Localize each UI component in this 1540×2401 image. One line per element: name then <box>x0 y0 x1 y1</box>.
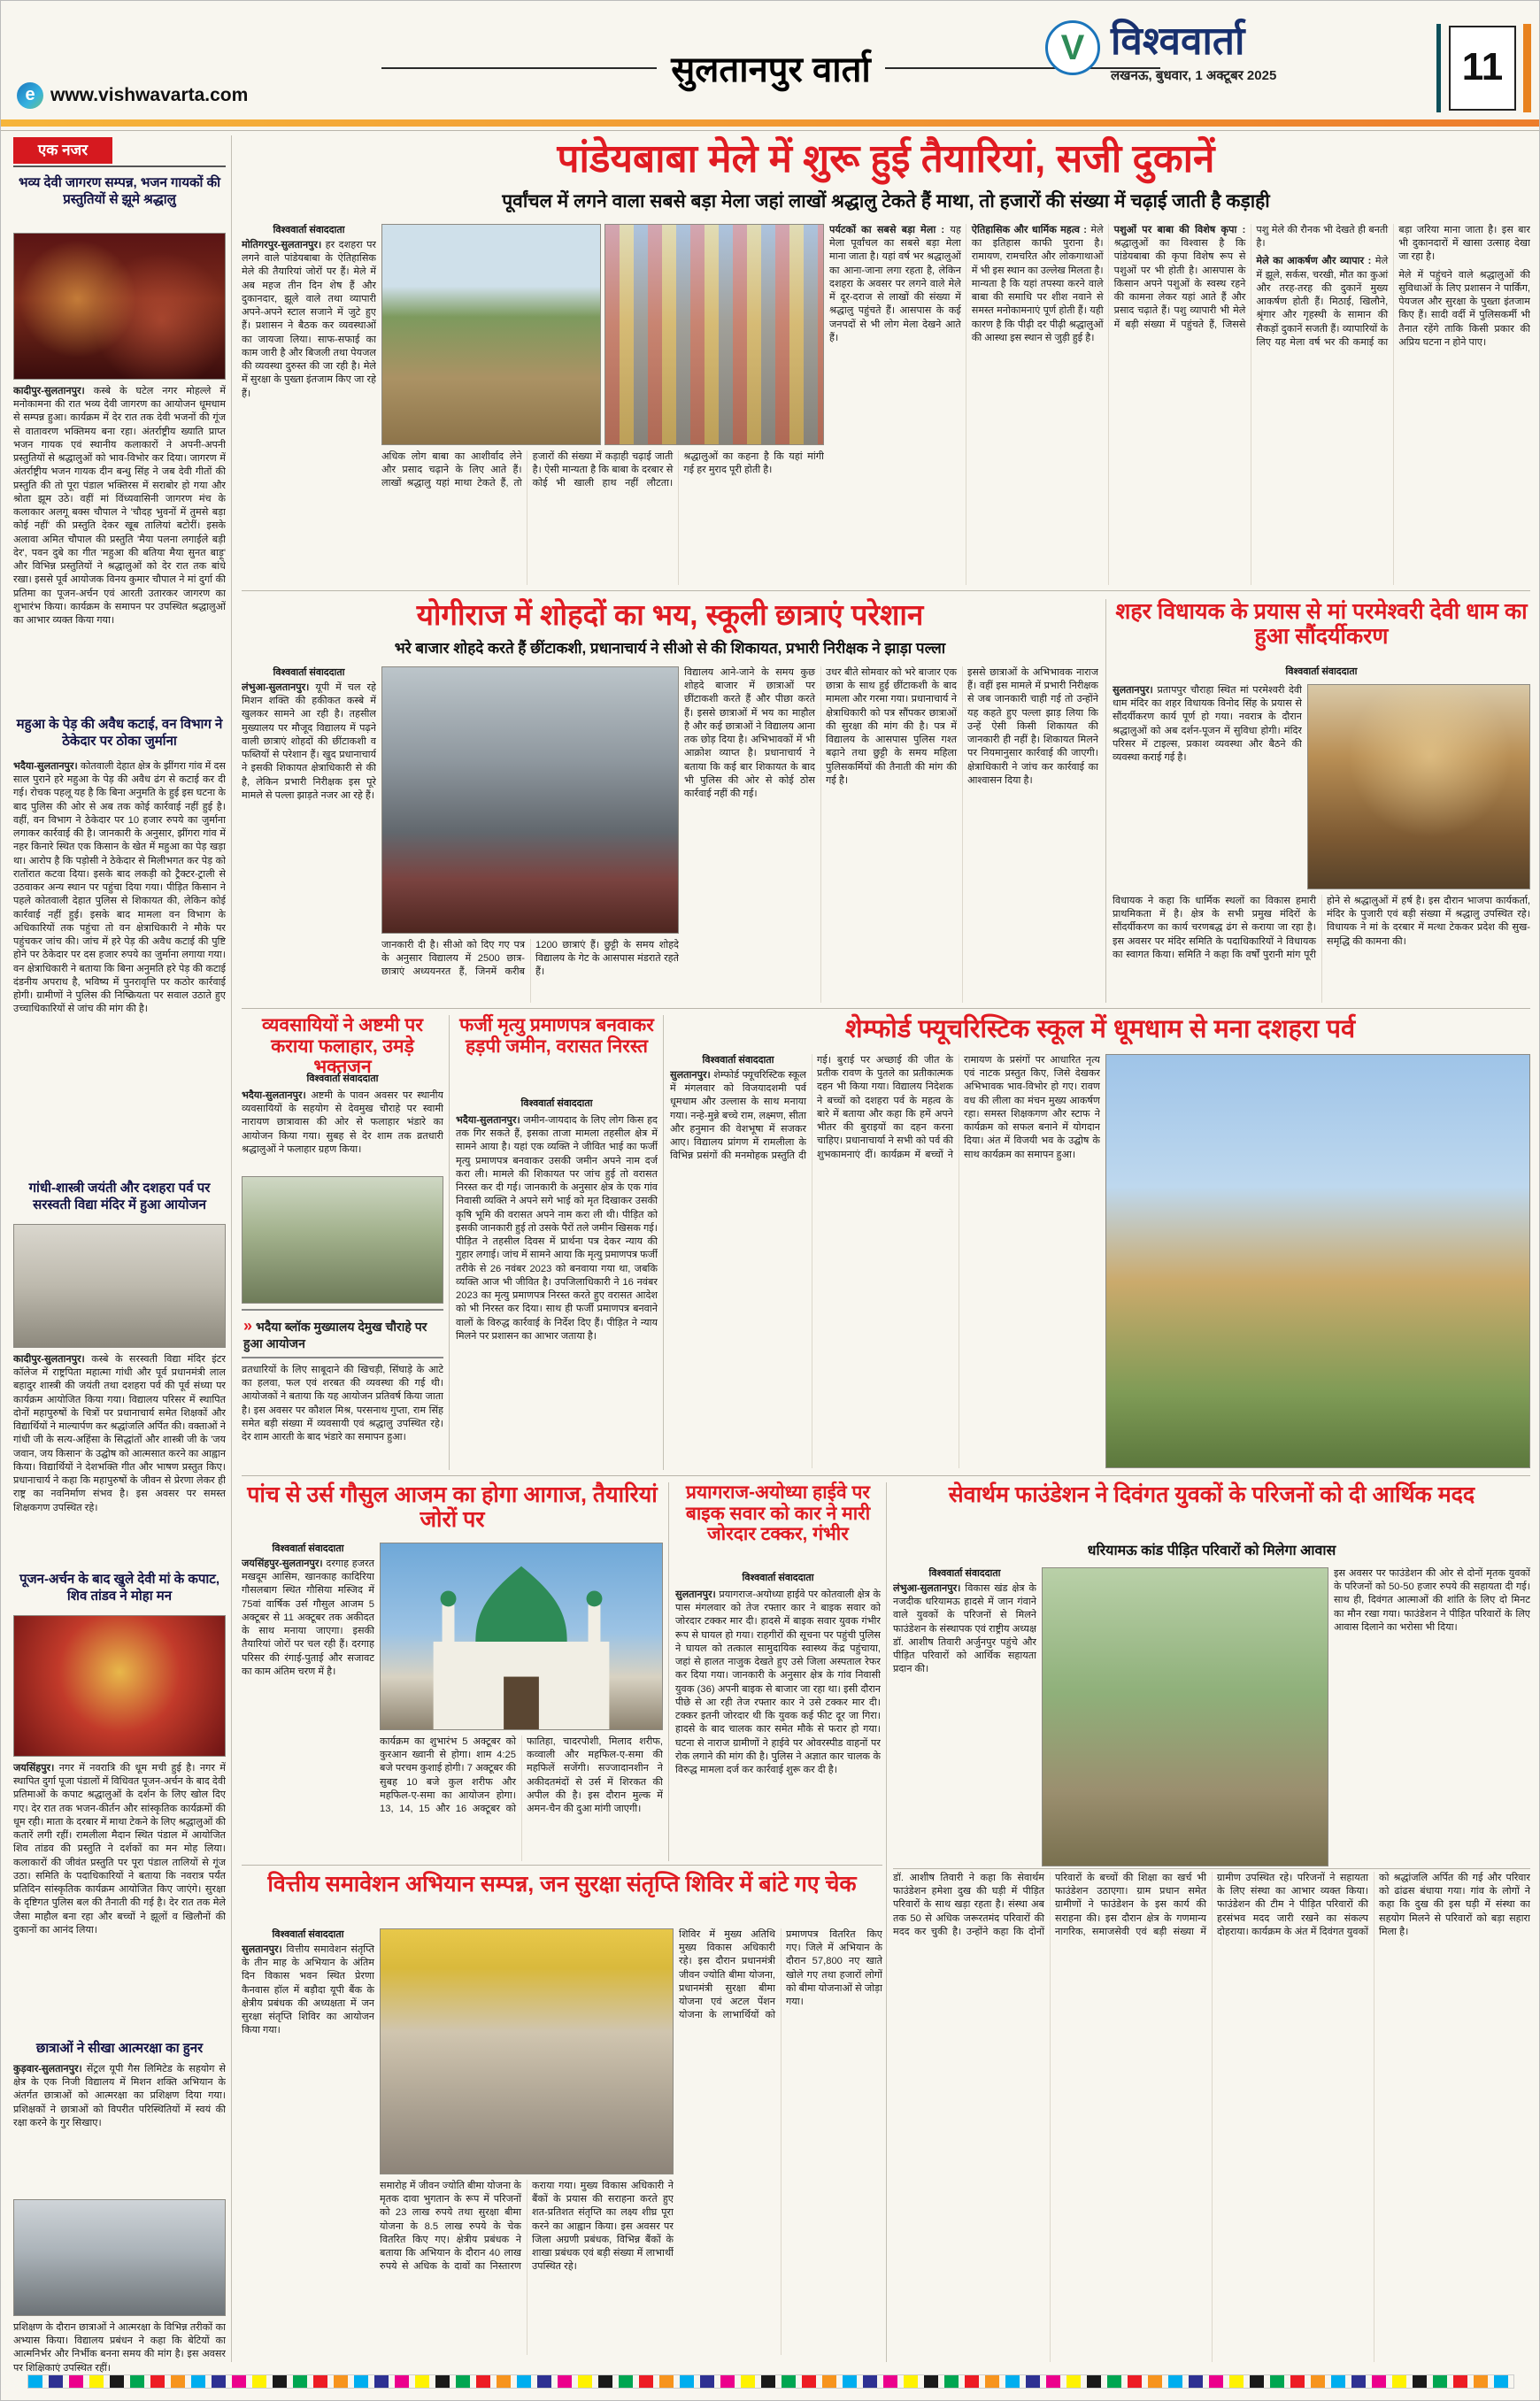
dateline: भदैया-सुलतानपुर। <box>456 1115 520 1126</box>
body-text: प्रतापपुर चौराहा स्थित मां परमेश्वरी देवी धाम मंदिर का शहर विधायक विनोद सिंह के प्रयास से सौंदर्यीकरण कार्य पूर्ण हो गया। नवरात्र के दौरान श्रद्धालुओं को अब दर्शन-पूजन में सुविधा होगी। मंदिर परिसर में टाइल्स, प्रकाश व्यवस्था और बैठने की व्यवस्था कराई गई है। <box>1113 685 1302 764</box>
byline: विश्ववार्ता संवाददाता <box>273 225 345 235</box>
sevartham-subhead: धरियामऊ कांड पीड़ित परिवारों को मिलेगा आवास <box>1087 1543 1336 1558</box>
sevartham-headline: सेवार्थम फाउंडेशन ने दिवंगत युवकों के परिजनों को दी आर्थिक मदद <box>948 1482 1475 1507</box>
title-rule-left <box>381 67 657 69</box>
body-text: हर दशहरा पर लगने वाले पांडेयबाबा के ऐतिहासिक मेले की तैयारियां जोरों पर हैं। मेले में अब महज तीन दिन शेष हैं और दुकानदार, झूले वाले तथा व्यापारी अपने-अपने स्टाल सजाने में जुटे हुए हैं। प्रशासन ने बैठक कर व्यवस्थाओं का जायजा लिया। साफ-सफाई का काम जारी है और बिजली तथा पेयजल की व्यवस्था दुरुस्त की जा रही है। मेले में सुरक्षा के पुख्ता इंतजाम किए जा रहे हैं। <box>242 239 376 399</box>
lead-subhead: पूर्वांचल में लगने वाला सबसे बड़ा मेला जहां लाखों श्रद्धालु टेकते हैं माथा, तो हजारों की संख्या में चढ़ाई जाती है कड़ाही <box>502 191 1270 212</box>
site-logo-group <box>17 82 248 109</box>
photo-mela-shops <box>604 224 824 445</box>
byline: विश्ववार्ता संवाददाता <box>928 1568 1001 1579</box>
body-text: विकास खंड क्षेत्र के नजदीक धरियामऊ हादसे में जान गंवाने वाले युवकों के परिजनों से मिलने फाउंडेशन के संस्थापक एवं राष्ट्रीय अध्यक्ष डॉ. आशीष तिवारी अर्जुनपुर पहुंचे और पीड़ित परिवारों को आर्थिक सहायता प्रदान की। <box>893 1582 1036 1675</box>
photo-self-defense-training <box>13 2199 226 2316</box>
vittiya-col2 <box>679 1928 882 2355</box>
vidhayak-lower <box>1113 895 1530 1003</box>
vittiya-under-photo <box>380 2180 674 2355</box>
body-text: विद्यालय आने-जाने के समय कुछ शोहदे बाजार में छात्राओं पर छींटाकशी करते हैं और पीछा करते हैं। इससे छात्राओं में भय का माहौल है और कई छात्राओं ने विद्यालय आना तक छोड़ दिया है। अभिभावकों में भी आक्रोश व्याप्त है। प्रधानाचार्य ने बताया कि कई बार शिकायत के बाद भी पुलिस की ओर से कोई ठोस कार्रवाई नहीं की गई। <box>684 667 815 800</box>
ek-nazar-label: एक नजर <box>13 137 112 164</box>
body-text: नगर में नवरात्रि की धूम मची हुई है। नगर में स्थापित दुर्गा पूजा पंडालों में विधिवत पूजन-अर्चन के बाद देवी प्रतिमाओं के कपाट श्रद्धालुओं के दर्शन के लिए खोल दिए गए। देर रात तक भजन-कीर्तन और सांस्कृतिक कार्यक्रमों की धूम रही। माता के दरबार में माथा टेकने के लिए श्रद्धालुओं की कतारें लगी रहीं। रामलीला मैदान स्थित पंडाल में आयोजित शिव तांडव की प्रस्तुति ने दर्शकों का मन मोह लिया। कलाकारों की जीवंत प्रस्तुति पर पूरा पंडाल तालियों से गूंज उठा। समिति के पदाधिकारियों ने बताया कि नवरात्र पर्यंत प्रतिदिन सांस्कृतिक कार्यक्रम आयोजित किए जाएंगे। सुरक्षा के दृष्टिगत पुलिस बल की तैनाती की गई है। देर रात तक मेले जैसा माहौल बना रहा और बच्चों ने झूलों व खिलौनों की दुकानों का आनंद लिया। <box>13 1763 226 1935</box>
sidebar-divider <box>231 135 232 2362</box>
yogiraj-subhead: भरे बाजार शोहदे करते हैं छींटाकशी, प्रधानाचार्य ने सीओ से की शिकायत, प्रभारी निरीक्षक ने झाड़ा पल्ला <box>394 640 946 657</box>
sevartham-lower <box>893 1872 1530 2362</box>
vyavasayi-body1 <box>242 1089 443 1173</box>
photo-falahar-event <box>242 1176 443 1304</box>
sidebar-article2-headline: महुआ के पेड़ की अवैध कटाई, वन विभाग ने ठेकेदार पर ठोका जुर्माना <box>16 717 223 750</box>
dateline: भदैया-सुलतानपुर। <box>242 1090 306 1101</box>
dateline: कादीपुर-सुलतानपुर। <box>13 386 85 396</box>
sidebar-article3-headline: गांधी-शास्त्री जयंती और दशहरा पर्व पर सरस्वती विद्या मंदिर में हुआ आयोजन <box>28 1181 211 1213</box>
body-text: प्रयागराज-अयोध्या हाईवे पर कोतवाली क्षेत्र के पास मंगलवार को तेज रफ्तार कार ने बाइक सवार को जोरदार टक्कर मार दी। हादसे में बाइक सवार युवक गंभीर रूप से घायल हो गया। राहगीरों की सूचना पर पहुंची पुलिस ने घायल को तत्काल सामुदायिक स्वास्थ्य केंद्र पहुंचाया, जहां से हालत नाजुक देखते हुए उसे जिला अस्पताल रेफर कर दिया गया। जानकारी के अनुसार क्षेत्र के गांव निवासी युवक (36) अपनी बाइक से बाजार जा रहा था। इसी दौरान पीछे से आ रही तेज रफ्तार कार ने उसे टक्कर मार दी। टक्कर इतनी जोरदार थी कि युवक कई फीट दूर जा गिरा। हादसे के बाद चालक कार समेत मौके से फरार हो गया। घटना से नाराज ग्रामीणों ने हाईवे पर ओवरस्पीड वाहनों पर रोक लगाने की मांग की है। पुलिस ने अज्ञात कार चालक के विरुद्ध मामला दर्ज कर कार्रवाई शुरू कर दी है। <box>675 1589 881 1776</box>
pull-quote-text: भदैया ब्लॉक मुख्यालय देमुख चौराहे पर हुआ आयोजन <box>243 1320 427 1351</box>
masthead-dateline: लखनऊ, बुधवार, 1 अक्टूबर 2025 <box>1111 68 1277 84</box>
print-color-bar <box>27 2374 1514 2389</box>
body-text: यह मेला पूर्वांचल का सबसे बड़ा मेला माना जाता है। यहां वर्ष भर श्रद्धालुओं का आना-जाना लगा रहता है, लेकिन दशहरा के अवसर पर लगने वाले मेले में दूर-दराज से लाखों की संख्या में श्रद्धालु पहुंचते हैं। आसपास के कई जनपदों से भी लोग मेला देखने आते हैं। <box>829 225 961 343</box>
col-divider-4 <box>668 1482 669 1861</box>
byline: विश्ववार्ता संवाददाता <box>272 1543 344 1554</box>
pagenum-left-bar <box>1436 24 1441 112</box>
body-text: शिविर में मुख्य अतिथि मुख्य विकास अधिकारी रहे। इस दौरान प्रधानमंत्री जीवन ज्योति बीमा योजना, प्रधानमंत्री सुरक्षा बीमा योजना एवं अटल पेंशन योजना के लाभार्थियों को प्रमाणपत्र वितरित किए गए। जिले में अभियान के दौरान 57,800 नए खाते खोले गए तथा हजारों लोगों को बीमा योजनाओं से जोड़ा गया। <box>679 1929 882 2021</box>
edition-title: सुलतानपुर वार्ता <box>671 50 871 89</box>
byline: विश्ववार्ता संवाददाता <box>272 1929 344 1940</box>
vishwavarta-v-logo: V <box>1045 20 1100 75</box>
body-text: अष्टमी के पावन अवसर पर स्थानीय व्यवसायियों के सहयोग से देवमुख चौराहे पर स्वामी नारायण छात्रावास की ओर से फलाहार भंडारे का आयोजन किया गया। सुबह से देर शाम तक व्रतधारी श्रद्धालुओं ने फलाहार ग्रहण किया। <box>242 1090 443 1155</box>
section-head: मेले का आकर्षण और व्यापार : <box>1256 256 1372 267</box>
row-divider-1 <box>242 590 1530 591</box>
accident-byline: विश्ववार्ता संवाददाता <box>742 1573 814 1583</box>
body-text: इस अवसर पर फाउंडेशन की ओर से दोनों मृतक युवकों के परिजनों को 50-50 हजार रुपये की सहायता दी गई। साथ ही, दिवंगत आत्माओं की शांति के लिए दो मिनट का मौन रखा गया। फाउंडेशन ने पीड़ित परिवारों के लिए आवास दिलाने का भरोसा भी दिया। <box>1334 1568 1530 1633</box>
dateline: सुलतानपुर। <box>675 1589 716 1600</box>
vyavasayi-headline: व्यवसायियों ने अष्टमी पर कराया फलाहार, उमड़े भक्तजन <box>262 1015 423 1078</box>
body-text: यूपी में चल रहे मिशन शक्ति की हकीकत कस्बे में खुलकर सामने आ रही है। तहसील मुख्यालय पर मौजूद विद्यालय में पढ़ने वाली छात्राएं शोहदों की छींटाकशी व फब्तियों से परेशान हैं। खुद प्रधानाचार्य ने इसकी शिकायत क्षेत्राधिकारी से की है, लेकिन प्रभारी निरीक्षक इस पूरे मामले से पल्ला झाड़ते नजर आ रहे हैं। <box>242 681 376 801</box>
body-text: जमीन-जायदाद के लिए लोग किस हद तक गिर सकते हैं, इसका ताजा मामला तहसील क्षेत्र में सामने आया है। यहां एक व्यक्ति ने जीवित भाई का फर्जी मृत्यु प्रमाणपत्र बनवाकर उसकी जमीन अपने नाम दर्ज करा ली। मामले की शिकायत पर जांच हुई तो वरासत निरस्त कर दी गई। जानकारी के अनुसार क्षेत्र के एक गांव निवासी व्यक्ति ने अपने सगे भाई को मृत दिखाकर उसकी कृषि भूमि की वरासत अपने नाम करा ली थी। पीड़ित को इसकी जानकारी हुई तो उसके पैरों तले जमीन खिसक गई। पीड़ित ने तहसील दिवस में प्रार्थना पत्र देकर न्याय की गुहार लगाई। जांच में सामने आया कि मृत्यु प्रमाणपत्र फर्जी तरीके से 26 नवंबर 2023 को बनवाया गया था, जबकि व्यक्ति आज भी जीवित है। उपजिलाधिकारी ने 16 नवंबर 2023 का मृत्यु प्रमाणपत्र निरस्त करते हुए वरासत आदेश को भी निरस्त कर दिया। साथ ही फर्जी प्रमाणपत्र बनवाने वालों के विरुद्ध कार्रवाई के निर्देश दिए हैं। पीड़ित ने न्याय मिलने पर प्रशासन का आभार जताया है। <box>456 1115 658 1342</box>
urs-col1 <box>242 1543 374 1861</box>
lead-under-photo-text <box>381 450 824 585</box>
sidebar-article2-body <box>13 760 226 1174</box>
dateline: मोतिगरपुर-सुलतानपुर। <box>242 239 322 250</box>
body-text: इससे छात्राओं के अभिभावक नाराज हैं। वहीं इस मामले में प्रभारी निरीक्षक से जब जानकारी चाही गई तो उन्होंने यह कहते हुए पल्ला झाड़ लिया कि उन्हें ऐसी किसी शिकायत की जानकारी ही नहीं है। शिकायत मिलने पर नियमानुसार कार्रवाई की जाएगी। क्षेत्राधिकारी ने जांच कर कार्रवाई का आश्वासन दिया है। <box>967 667 1098 786</box>
photo-devi-jagran <box>13 233 226 380</box>
photo-school-dussehra <box>1105 1054 1530 1468</box>
byline: विश्ववार्ता संवाददाता <box>273 667 345 678</box>
dateline: कुड़वार-सुलतानपुर। <box>13 2064 82 2074</box>
photo-gandhi-shastri-event <box>13 1224 226 1348</box>
masthead-group <box>1045 20 1276 84</box>
vyavasayi-pull-quote <box>242 1309 443 1358</box>
body-text: व्रतधारियों के लिए साबूदाने की खिचड़ी, सिंघाड़े के आटे का हलवा, फल एवं शरबत की व्यवस्था की गई थी। आयोजकों ने बताया कि यह आयोजन प्रतिवर्ष किया जाता है। इस अवसर पर कौशल मिश्र, परसनाथ गुप्ता, राम सिंह समेत बड़ी संख्या में व्यवसायी एवं श्रद्धालु उपस्थित रहे। देर शाम आरती के बाद भंडारे का समापन हुआ। <box>242 1365 443 1443</box>
yogiraj-col1 <box>242 666 376 1003</box>
farji-byline: विश्ववार्ता संवाददाता <box>520 1098 593 1109</box>
body-text: मेले में पहुंचने वाले श्रद्धालुओं की सुविधाओं के लिए प्रशासन ने पार्किंग, पेयजल और सुरक्षा के पुख्ता इंतजाम किए हैं। सादी वर्दी में पुलिसकर्मी भी तैनात रहेंगे ताकि किसी प्रकार की अप्रिय घटना न होने पाए। <box>1398 269 1530 348</box>
pagenum-right-bar <box>1523 24 1531 112</box>
photo-police-meeting <box>381 666 679 934</box>
page-number: 11 <box>1449 26 1516 111</box>
body-text: समारोह में जीवन ज्योति बीमा योजना के मृतक दावा भुगतान के रूप में परिजनों को 23 लाख रुपये तथा सुरक्षा बीमा योजना के 8.5 लाख रुपये के चेक वितरित किए गए। क्षेत्रीय प्रबंधक ने बताया कि अभियान के दौरान 40 लाख रुपये से अधिक के दावों का निस्तारण कराया गया। मुख्य विकास अधिकारी ने बैंकों के प्रयास की सराहना करते हुए शत-प्रतिशत संतृप्ति का लक्ष्य शीघ्र पूरा करने का आह्वान किया। इस अवसर पर जिला अग्रणी प्रबंधक, विभिन्न बैंकों के शाखा प्रबंधक एवं बड़ी संख्या में लाभार्थी उपस्थित रहे। <box>380 2181 674 2273</box>
dateline: भदैया-सुलतानपुर। <box>13 761 78 772</box>
dateline: सुलतानपुर। <box>242 1943 282 1955</box>
globe-e-icon: e <box>17 82 43 109</box>
dateline: जयसिंहपुर। <box>13 1763 55 1774</box>
header-rule <box>1 130 1540 131</box>
dateline: लंभुआ-सुलतानपुर। <box>893 1582 961 1594</box>
body-text: कोतवाली देहात क्षेत्र के झींगरा गांव में दस साल पुराने हरे महुआ के पेड़ की अवैध ढंग से कटाई कर दी गई। रोचक पहलू यह है कि बिना अनुमति के हुई इस घटना के बाद पुलिस की ओर से अब तक कोई कार्रवाई नहीं हुई है। वहीं, वन विभाग ने ठेकेदार पर 10 हजार रुपये का जुर्माना लगाकर कार्रवाई की है। जानकारी के अनुसार, झींगरा गांव में नहर किनारे स्थित एक किसान के खेत में महुआ का पेड़ खड़ा था। आरोप है कि पड़ोसी ने ठेकेदार से मिलीभगत कर पेड़ को रातोंरात कटवा दिया। इसके बाद लकड़ी को ट्रैक्टर-ट्राली से उठवाकर अन्य स्थान पर पहुंचा दिया गया। पीड़ित किसान ने पहले कोतवाली देहात पुलिस से शिकायत की, लेकिन कोई कार्रवाई नहीं हुई। इसके बाद मामला वन विभाग के अधिकारियों तक पहुंचा तो वन क्षेत्राधिकारी ने मौके पर पहुंचकर जांच की। जांच में हरे पेड़ की अवैध कटाई की पुष्टि होने पर ठेकेदार पर दस हजार रुपये का जुर्माना लगाया गया। वन क्षेत्राधिकारी ने बताया कि बिना अनुमति हरे पेड़ की कटाई दंडनीय अपराध है, भविष्य में पुनरावृत्ति पर कठोर कार्रवाई होगी। ग्रामीणों ने पुलिस की निष्क्रियता पर सवाल उठाते हुए उच्चाधिकारियों से जांच की मांग की है। <box>13 761 226 1015</box>
urs-under-photo <box>380 1735 663 1861</box>
body-text: कस्बे के घटेल नगर मोहल्ले में मनोकामना की रात भव्य देवी जागरण का आयोजन धूमधाम से सम्पन्न हुआ। कार्यक्रम में देर रात तक देवी भजनों की गूंज से वातावरण भक्तिमय बना रहा। अंतर्राष्ट्रीय ख्याति प्राप्त भजन गायक एवं स्थानीय कलाकारों ने अपनी-अपनी प्रस्तुतियों से श्रद्धालुओं को भाव-विभोर कर दिया। जागरण में अंतर्राष्ट्रीय भजन गायक दीन बन्धु सिंह ने जब देवी गीतों की प्रस्तुति की तो पूरा पंडाल भक्तिरस में सराबोर हो गया और श्रोता झूम उठे। वहीं मां विंध्यवासिनी जागरण मंच के कलाकार अलगू बक्स चौपाल ने 'चौदह भुवनों में तुमसे बड़ा कोई नहीं' की प्रस्तुति देकर खूब तालियां बटोरीं। इसके अलावा अमित चौपाल की प्रस्तुति 'मैया पलना लगाईले बड़ी देर', पवन दुबे का गीत 'महुआ की बतिया मैया सुनत बाड़ू' और विभिन्न प्रस्तुतियों ने श्रद्धालुओं को देर रात तक बांधे रखा। इससे पूर्व आयोजक विनय कुमार चौपाल ने मां दुर्गा की प्रतिमा का पूजन-अर्चन एवं आरती उतारकर जागरण का शुभारंभ किया। कार्यक्रम के समापन पर उपस्थित श्रद्धालुओं का आभार व्यक्त किया गया। <box>13 386 226 626</box>
vittiya-col1 <box>242 1928 374 2355</box>
dateline: लंभुआ-सुलतानपुर। <box>242 681 310 693</box>
body-text: कार्यक्रम का शुभारंभ 5 अक्टूबर को कुरआन ख्वानी से होगा। शाम 4:25 बजे परचम कुशाई होगी। 7 अक्टूबर की सुबह 10 बजे कुल शरीफ और महफिल-ए-समा का आयोजन होगा। 13, 14, 15 और 16 अक्टूबर को फातिहा, चादरपोशी, मिलाद शरीफ, कव्वाली और महफिल-ए-समा की महफिलें सजेंगी। सज्जादानशीन ने अकीदतमंदों से उर्स में शिरकत की अपील की है। इस दौरान मुल्क में अमन-चैन की दुआ मांगी जाएगी। <box>380 1736 663 1815</box>
row-divider-5 <box>893 1868 1530 1869</box>
page-header <box>1 1 1540 134</box>
body-text: मेले का इतिहास काफी पुराना है। रामायण, रामचरित और लोकगाथाओं में भी इस स्थान का उल्लेख मिलता है। मान्यता है कि यहां तपस्या करने वाले बाबा की समाधि पर शीश नवाने से समस्त मनोकामनाएं पूर्ण होती हैं। यही कारण है कि पीढ़ी दर पीढ़ी श्रद्धालुओं की आस्था इस स्थान से जुड़ी हुई है। <box>971 225 1104 343</box>
vyavasayi-body2 <box>242 1364 443 1470</box>
vidhayak-byline: विश्ववार्ता संवाददाता <box>1285 666 1358 677</box>
website-url: www.vishwavarta.com <box>50 85 249 105</box>
body-text: अधिक लोग बाबा का आशीर्वाद लेने और प्रसाद चढ़ाने के लिए आते हैं। लाखों श्रद्धालु यहां माथा टेकते हैं, तो हजारों की संख्या में कड़ाही चढ़ाई जाती है। ऐसी मान्यता है कि बाबा के दरबार से कोई भी खाली हाथ नहीं लौटता। श्रद्धालुओं का कहना है कि यहां मांगी गई हर मुराद पूरी होती है। <box>381 451 824 489</box>
sidebar-article4-headline: पूजन-अर्चन के बाद खुले देवी मां के कपाट, शिव तांडव ने मोहा मन <box>19 1572 220 1605</box>
masthead-title: विश्ववार्ता <box>1111 19 1245 63</box>
lead-headline: पांडेयबाबा मेले में शुरू हुई तैयारियां, सजी दुकानें <box>557 137 1215 181</box>
ek-nazar-rule <box>13 165 226 167</box>
edition-title-row <box>381 43 1160 92</box>
row-divider-2 <box>242 1008 1530 1009</box>
row-divider-3 <box>242 1475 1530 1476</box>
body-text: विधायक ने कहा कि धार्मिक स्थलों का विकास हमारी प्राथमिकता में है। क्षेत्र के सभी प्रमुख मंदिरों के सौंदर्यीकरण का कार्य चरणबद्ध ढंग से कराया जा रहा है। इस अवसर पर मंदिर समिति के पदाधिकारियों ने विधायक का स्वागत किया। समिति ने कहा कि वर्षों पुरानी मांग पूरी होने से श्रद्धालुओं में हर्ष है। इस दौरान भाजपा कार्यकर्ता, मंदिर के पुजारी एवं बड़ी संख्या में श्रद्धालु उपस्थित रहे। विधायक ने मां के दरबार में मत्था टेककर प्रदेश की सुख-समृद्धि की कामना की। <box>1113 896 1530 960</box>
photo-foundation-aid <box>1042 1567 1328 1866</box>
sidebar-article5-headline: छात्राओं ने सीखा आत्मरक्षा का हुनर <box>35 2041 204 2056</box>
body-text: सेंट्रल यूपी गैस लिमिटेड के सहयोग से क्षेत्र के एक निजी विद्यालय में मिशन शक्ति अभियान के अंतर्गत छात्राओं को आत्मरक्षा का प्रशिक्षण दिया गया। प्रशिक्षकों ने छात्राओं को विपरीत परिस्थितियों में स्वयं की रक्षा करने के गुर सिखाए। <box>13 2064 226 2128</box>
lead-col1 <box>242 224 376 585</box>
body-text: कस्बे के सरस्वती विद्या मंदिर इंटर कॉलेज में राष्ट्रपिता महात्मा गांधी और पूर्व प्रधानमंत्री लाल बहादुर शास्त्री की जयंती तथा दशहरा पर्व की पूर्व संध्या पर कार्यक्रम आयोजित किया गया। विद्यालय परिसर में स्थापित दोनों महापुरुषों के चित्रों पर प्रधानाचार्य समेत शिक्षकों और विद्यार्थियों ने माल्यार्पण कर श्रद्धांजलि अर्पित की। वक्ताओं ने गांधी जी के सत्य-अहिंसा के सिद्धांतों और शास्त्री जी के 'जय जवान, जय किसान' के उद्घोष को आत्मसात करने का आह्वान किया। विद्यार्थियों ने देशभक्ति गीत और भाषण प्रस्तुत किए। प्रधानाचार्य ने कहा कि महापुरुषों के जीवन से प्रेरणा लेकर ही राष्ट्र का नवनिर्माण संभव है। इस अवसर पर समस्त शिक्षकगण उपस्थित रहे। <box>13 1354 226 1513</box>
vyavasayi-byline: विश्ववार्ता संवाददाता <box>306 1074 379 1084</box>
section-head: ऐतिहासिक और धार्मिक महत्व : <box>971 225 1087 235</box>
vidhayak-col1 <box>1113 684 1302 889</box>
accident-headline: प्रयागराज-अयोध्या हाईवे पर बाइक सवार को कार ने मारी जोरदार टक्कर, गंभीर <box>685 1482 871 1545</box>
body-text: प्रशिक्षण के दौरान छात्राओं ने आत्मरक्षा के विभिन्न तरीकों का अभ्यास किया। विद्यालय प्रबंधन ने कहा कि बेटियों का आत्मनिर्भर और निर्भीक बनना समय की मांग है। इस अवसर पर शिक्षिकाएं उपस्थित रहीं। <box>13 2322 226 2374</box>
yogiraj-headline: योगीराज में शोहदों का भय, स्कूली छात्राएं परेशान <box>416 598 924 631</box>
row-divider-4 <box>242 1865 882 1866</box>
sidebar-article1-body <box>13 385 226 711</box>
yogiraj-under-photo <box>381 939 679 1003</box>
farji-headline: फर्जी मृत्यु प्रमाणपत्र बनवाकर हड़पी जमीन, वरासत निरस्त <box>459 1015 654 1057</box>
header-orange-band <box>1 119 1540 127</box>
body-text: मेले में झूले, सर्कस, चरखी, मौत का कुआं और तरह-तरह की दुकानें मुख्य आकर्षण होती हैं। मिठाई, खिलौने, श्रृंगार और गृहस्थी के सामान की सैकड़ों दुकानें सजती हैं। व्यापारियों के लिए यह मेला वर्ष भर की कमाई का बड़ा जरिया माना जाता है। इस बार भी दुकानदारों में खासा उत्साह देखा जा रहा है। <box>1256 225 1530 348</box>
sidebar-article1-headline: भव्य देवी जागरण सम्पन्न, भजन गायकों की प्रस्तुतियों से झूमे श्रद्धालु <box>18 175 220 208</box>
dateline: जयसिंहपुर-सुलतानपुर। <box>242 1558 323 1569</box>
col-divider-1 <box>1105 599 1106 1003</box>
farji-body <box>456 1114 658 1470</box>
photo-cheque-distribution <box>380 1928 674 2174</box>
vidhayak-headline: शहर विधायक के प्रयास से मां परमेश्वरी देवी धाम का हुआ सौंदर्यीकरण <box>1115 599 1528 649</box>
shemford-headline: शेम्फोर्ड फ्यूचरिस्टिक स्कूल में धूमधाम से मना दशहरा पर्व <box>844 1015 1356 1043</box>
section-head: पशुओं पर बाबा की विशेष कृपा : <box>1113 225 1246 235</box>
body-text: डॉ. आशीष तिवारी ने कहा कि सेवार्थम फाउंडेशन हमेशा दुख की घड़ी में पीड़ित परिवारों के साथ खड़ा रहता है। संस्था अब तक 50 से अधिक जरूरतमंद परिवारों की मदद कर चुकी है। उन्होंने कहा कि दोनों परिवारों के बच्चों की शिक्षा का खर्च भी फाउंडेशन उठाएगा। ग्राम प्रधान समेत ग्रामीणों ने फाउंडेशन के इस कार्य की सराहना की। इस दौरान क्षेत्र के गणमान्य नागरिक, समाजसेवी एवं बड़ी संख्या में ग्रामीण उपस्थित रहे। परिजनों ने सहायता के लिए संस्था का आभार व्यक्त किया। फाउंडेशन की टीम ने पीड़ित परिवारों की हरसंभव मदद जारी रखने का संकल्प दोहराया। कार्यक्रम के अंत में दिवंगत युवकों को श्रद्धांजलि अर्पित की गई और परिवार को ढांढस बंधाया गया। गांव के लोगों ने कहा कि दुख की इस घड़ी में संस्था का सहयोग मिलने से परिवारों को बड़ा सहारा मिला है। <box>893 1873 1530 1937</box>
photo-mela-ground <box>381 224 601 445</box>
urs-headline: पांच से उर्स गौसुल आजम का होगा आगाज, तैयारियां जोरों पर <box>247 1482 658 1532</box>
body-text: श्रद्धालुओं का विश्वास है कि पांडेयबाबा की कृपा विशेष रूप से पशुओं पर भी होती है। आसपास के किसान अपने पशुओं के स्वस्थ रहने की कामना लेकर यहां आते हैं और प्रसाद चढ़ाते हैं। पशु व्यापारी भी मेले में बड़ी संख्या में पहुंचते हैं, जिससे पशु मेले की रौनक भी देखते ही बनती है। <box>1113 225 1389 330</box>
section-head: पर्यटकों का सबसे बड़ा मेला : <box>829 225 945 235</box>
photo-durga-idol <box>13 1615 226 1757</box>
accident-body <box>675 1589 881 1861</box>
pull-quote-marker: » <box>243 1317 253 1335</box>
photo-devi-dham-crowd <box>1307 684 1530 889</box>
lead-right-columns <box>829 224 1530 585</box>
col-divider-5 <box>886 1482 887 2362</box>
byline: विश्ववार्ता संवाददाता <box>702 1055 774 1066</box>
sevartham-col1 <box>893 1567 1036 1866</box>
mosque-illustration <box>381 1543 662 1729</box>
body-text: शेम्फोर्ड फ्यूचरिस्टिक स्कूल में मंगलवार को विजयादशमी पर्व धूमधाम और उल्लास के साथ मनाया गया। नन्हे-मुन्ने बच्चे राम, लक्ष्मण, सीता और हनुमान की वेशभूषा में सजकर आए। विद्यालय प्रांगण में रामलीला के विभिन्न प्रसंगों की मनमोहक प्रस्तुति दी गई। बुराई पर अच्छाई की जीत के प्रतीक रावण के पुतले का प्रतीकात्मक दहन भी किया गया। विद्यालय निदेशक ने बच्चों को दशहरा पर्व के महत्व के बारे में बताया और कहा कि हमें अपने भीतर की बुराइयों का दहन करना चाहिए। प्रधानाचार्या ने सभी को पर्व की शुभकामनाएं दीं। कार्यक्रम में बच्चों ने रामायण के प्रसंगों पर आधारित नृत्य एवं नाटक प्रस्तुत किए, जिसे देखकर अभिभावक भाव-विभोर हो गए। रावण वध की लीला का मंचन मुख्य आकर्षण रहा। समस्त शिक्षकगण और स्टाफ ने कार्यक्रम को सफल बनाने में योगदान दिया। अंत में विजयी भव के उद्घोष के साथ कार्यक्रम का समापन हुआ। <box>670 1055 1100 1162</box>
sidebar-article5-body <box>13 2063 226 2196</box>
sevartham-col2 <box>1334 1567 1530 1866</box>
yogiraj-right-columns <box>684 666 1098 1003</box>
body-text: उधर बीते सोमवार को भरे बाजार एक छात्रा के साथ हुई छींटाकशी के बाद मामला और गरमा गया। प्रधानाचार्य ने क्षेत्राधिकारी को पत्र सौंपकर छात्राओं की सुरक्षा की मांग की है। पत्र में विद्यालय के आसपास पुलिस गश्त बढ़ाने तथा छुट्टी के समय महिला पुलिसकर्मियों की तैनाती की मांग की गई है। <box>826 667 957 786</box>
dateline: सुलतानपुर। <box>1113 685 1153 696</box>
shemford-body <box>670 1054 1100 1468</box>
sidebar-article4-body <box>13 1762 226 2035</box>
body-text: वित्तीय समावेशन संतृप्ति के तीन माह के अभियान के अंतिम दिन विकास भवन स्थित प्रेरणा कैनवास हॉल में बड़ौदा यूपी बैंक के क्षेत्रीय प्रबंधक की अध्यक्षता में जन सुरक्षा संतृप्ति शिविर का आयोजन किया गया। <box>242 1943 374 2036</box>
sidebar-article3-body <box>13 1353 226 1566</box>
dateline: सुलतानपुर। <box>670 1069 711 1081</box>
col-divider-3 <box>663 1015 664 1470</box>
dateline: कादीपुर-सुलतानपुर। <box>13 1354 85 1365</box>
body-text: दरगाह हजरत मखदूम आसिम, खानकाह कादिरिया गौसलबाग स्थित गौसिया मस्जिद में 75वां वार्षिक उर्स गौसुल आजम 5 अक्टूबर से 11 अक्टूबर तक अकीदत के साथ मनाया जाएगा। इसकी तैयारियां जोरों पर चल रही हैं। दरगाह परिसर की रंगाई-पुताई और सजावट का काम अंतिम चरण में है। <box>242 1558 374 1677</box>
col-divider-2 <box>449 1015 450 1470</box>
photo-mosque-urs <box>380 1543 663 1730</box>
vittiya-headline: वित्तीय समावेशन अभियान सम्पन्न, जन सुरक्षा संतृप्ति शिविर में बांटे गए चेक <box>267 1872 857 1897</box>
body-text: जानकारी दी है। सीओ को दिए गए पत्र के अनुसार विद्यालय में 2500 छात्र-छात्राएं अध्ययनरत हैं, जिनमें करीब 1200 छात्राएं हैं। छुट्टी के समय शोहदे विद्यालय के गेट के आसपास मंडराते रहते हैं। <box>381 940 679 978</box>
